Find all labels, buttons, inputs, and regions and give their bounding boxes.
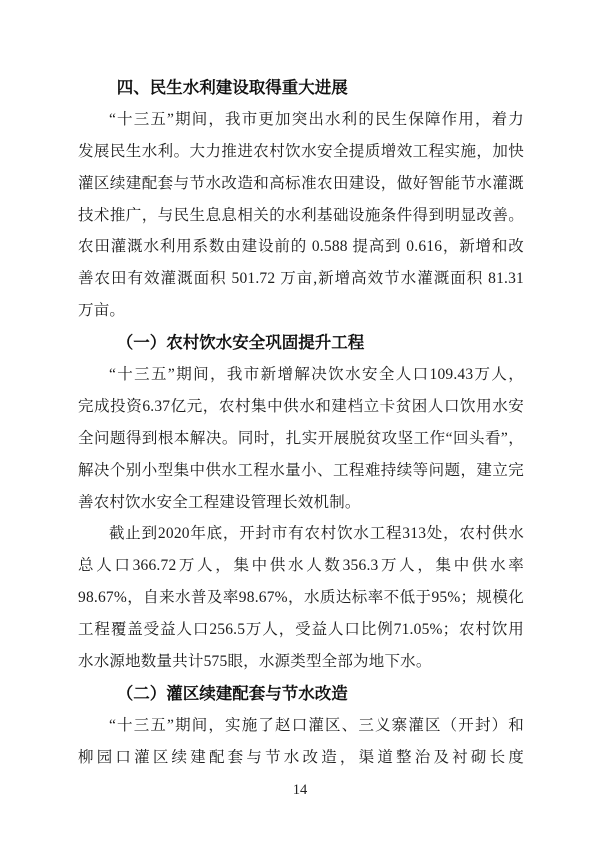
paragraph-line: 善农田有效灌溉面积 501.72 万亩,新增高效节水灌溉面积 81.31: [78, 270, 524, 288]
subsection-heading-1: （一）农村饮水安全巩固提升工程: [116, 333, 365, 353]
paragraph-line: 善农村饮水安全工程建设管理长效机制。: [78, 493, 361, 511]
paragraph-line: 技术推广，与民生息息相关的水利基础设施条件得到明显改善。: [78, 206, 524, 224]
paragraph-line: 工程覆盖受益人口256.5万人，受益人口比例71.05%；农村饮用: [78, 621, 524, 639]
page-number: 14: [292, 782, 308, 798]
subsection-heading-2: （二）灌区续建配套与节水改造: [116, 683, 348, 703]
document-content: [78, 72, 524, 774]
section-heading-4: 四、民生水利建设取得重大进展: [116, 78, 348, 97]
paragraph-line: 总人口366.72万人，集中供水人数356.3万人，集中供水率: [78, 557, 524, 575]
paragraph-line: 截止到2020年底，开封市有农村饮水工程313处，农村供水: [109, 525, 524, 543]
paragraph-line: 完成投资6.37亿元，农村集中供水和建档立卡贫困人口饮用水安: [78, 397, 524, 415]
paragraph-line: 水水源地数量共计575眼，水源类型全部为地下水。: [78, 653, 432, 671]
paragraph-line: “十三五”期间，我市更加突出水利的民生保障作用，着力: [109, 110, 524, 128]
paragraph-line: 全问题得到根本解决。同时，扎实开展脱贫攻坚工作“回头看”，: [78, 429, 524, 447]
paragraph-line: 柳园口灌区续建配套与节水改造，渠道整治及衬砌长度: [78, 748, 524, 766]
paragraph-line: 农田灌溉水利用系数由建设前的 0.588 提高到 0.616，新增和改: [78, 238, 524, 256]
paragraph-line: “十三五”期间，我市新增解决饮水安全人口109.43万人，: [109, 366, 524, 384]
paragraph-line: 98.67%，自来水普及率98.67%，水质达标率不低于95%；规模化: [78, 589, 524, 607]
paragraph-line: 灌区续建配套与节水改造和高标准农田建设，做好智能节水灌溉: [78, 174, 524, 192]
paragraph-line: “十三五”期间，实施了赵口灌区、三义寨灌区（开封）和: [109, 716, 524, 734]
paragraph-line: 发展民生水利。大力推进农村饮水安全提质增效工程实施，加快: [78, 142, 524, 160]
paragraph-line: 万亩。: [78, 302, 126, 320]
paragraph-line: 解决个别小型集中供水工程水量小、工程难持续等问题，建立完: [78, 461, 524, 479]
